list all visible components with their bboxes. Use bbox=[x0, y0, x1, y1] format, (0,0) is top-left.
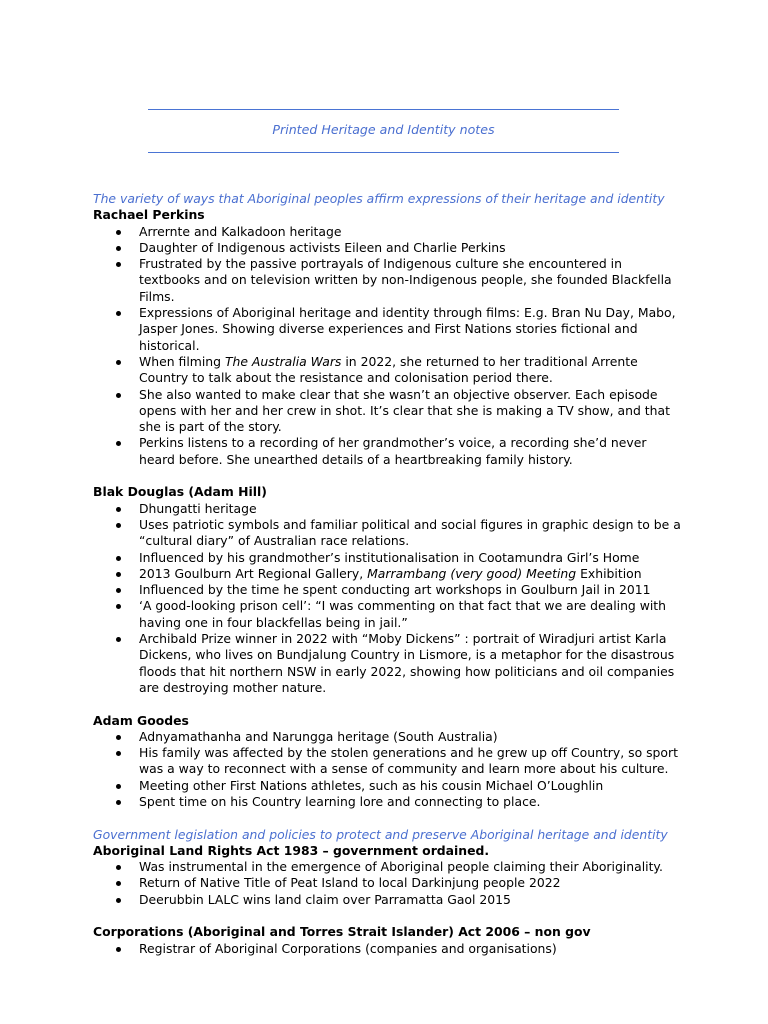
section-heading-affirm: The variety of ways that Aboriginal peoples affirm expressions of their heritage and identity bbox=[93, 191, 665, 206]
list-item: Archibald Prize winner in 2022 with “Moby Dickens” : portrait of Wiradjuri artist Karla Dickens, who lives on Bundjalung Country in Lismore, is a metaphor for the disastrous floods that hit northern NSW in early 2022, showing how politicians and oil companies are destroying mother nature. bbox=[93, 631, 683, 696]
list-item: Perkins listens to a recording of her grandmother’s voice, a recording she’d never heard before. She unearthed details of a heartbreaking family history. bbox=[93, 435, 683, 468]
list-item: ‘A good-looking prison cell’: “I was commenting on that fact that we are dealing with having one in four blackfellas being in jail.” bbox=[93, 598, 683, 631]
list-item: Spent time on his Country learning lore and connecting to place. bbox=[93, 794, 683, 810]
list-item: Dhungatti heritage bbox=[93, 501, 683, 517]
person-heading: Adam Goodes bbox=[93, 712, 189, 728]
page-title: Printed Heritage and Identity notes bbox=[272, 122, 495, 137]
title-top-rule bbox=[148, 109, 619, 110]
list-item-text: 2013 Goulburn Art Regional Gallery, bbox=[139, 565, 368, 581]
bullet-list bbox=[93, 224, 683, 468]
list-item: Influenced by his grandmother’s institutionalisation in Cootamundra Girl’s Home bbox=[93, 550, 683, 566]
list-item: Arrernte and Kalkadoon heritage bbox=[93, 224, 683, 240]
list-item: His family was affected by the stolen generations and he grew up off Country, so sport was a way to reconnect with a sense of community and learn more about his culture. bbox=[93, 745, 683, 778]
list-item: Influenced by the time he spent conducting art workshops in Goulburn Jail in 2011 bbox=[93, 582, 683, 598]
title-bottom-rule bbox=[148, 152, 619, 153]
exhibition-title: Marrambang (very good) Meeting bbox=[367, 565, 577, 581]
list-item: Uses patriotic symbols and familiar political and social figures in graphic design to be a “cultural diary” of Australian race relations. bbox=[93, 517, 683, 550]
list-item-text: in 2022, she returned to her traditional Arrente Country to talk about the resistance and colonisation period there. bbox=[139, 353, 638, 386]
person-heading: Rachael Perkins bbox=[93, 207, 205, 223]
list-item bbox=[93, 354, 683, 387]
list-item: Meeting other First Nations athletes, such as his cousin Michael O’Loughlin bbox=[93, 778, 683, 794]
list-item: Expressions of Aboriginal heritage and identity through films: E.g. Bran Nu Day, Mabo, Jasper Jones. Showing diverse experiences and First Nations stories fictional and historical. bbox=[93, 305, 683, 354]
bullet-list bbox=[93, 859, 683, 908]
document-body bbox=[93, 191, 683, 957]
list-item-text: Exhibition bbox=[576, 565, 642, 581]
bullet-list bbox=[93, 729, 683, 810]
list-item-text: When filming bbox=[139, 353, 225, 369]
list-item: Return of Native Title of Peat Island to local Darkinjung people 2022 bbox=[93, 875, 683, 891]
list-item: Daughter of Indigenous activists Eileen and Charlie Perkins bbox=[93, 240, 683, 256]
list-item: Adnyamathanha and Narungga heritage (South Australia) bbox=[93, 729, 683, 745]
act-heading: Aboriginal Land Rights Act 1983 – government ordained. bbox=[93, 842, 490, 858]
person-heading: Blak Douglas (Adam Hill) bbox=[93, 484, 267, 500]
list-item: Deerubbin LALC wins land claim over Parramatta Gaol 2015 bbox=[93, 892, 683, 908]
list-item: Frustrated by the passive portrayals of Indigenous culture she encountered in textbooks and on television written by non-Indigenous people, she founded Blackfella Films. bbox=[93, 256, 683, 305]
bullet-list bbox=[93, 941, 683, 957]
list-item bbox=[93, 566, 683, 582]
list-item: Registrar of Aboriginal Corporations (companies and organisations) bbox=[93, 941, 683, 957]
film-title: The Australia Wars bbox=[224, 353, 342, 369]
section-heading-legislation: Government legislation and policies to protect and preserve Aboriginal heritage and identity bbox=[93, 826, 668, 842]
list-item: She also wanted to make clear that she wasn’t an objective observer. Each episode opens with her and her crew in shot. It’s clear that she is making a TV show, and that she is part of the story. bbox=[93, 387, 683, 436]
list-item: Was instrumental in the emergence of Aboriginal people claiming their Aboriginality. bbox=[93, 859, 683, 875]
bullet-list bbox=[93, 501, 683, 697]
act-heading: Corporations (Aboriginal and Torres Strait Islander) Act 2006 – non gov bbox=[93, 924, 591, 940]
